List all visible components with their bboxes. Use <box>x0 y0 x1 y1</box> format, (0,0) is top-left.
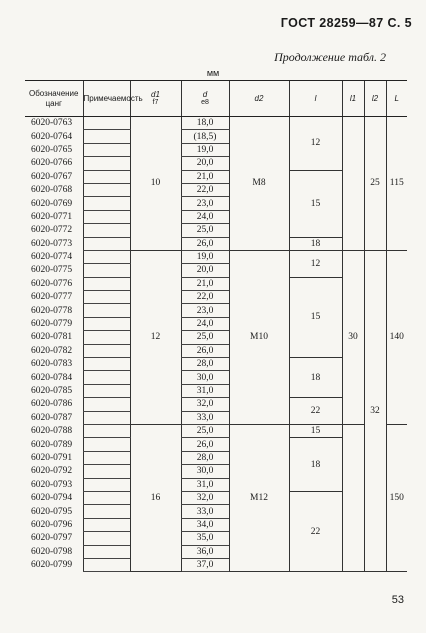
d2-cell: M12 <box>229 424 289 571</box>
L-cell: 140 <box>386 250 407 424</box>
l2-cell: 32 <box>364 250 386 571</box>
d-cell: 18,0 <box>181 117 229 130</box>
l1-cell <box>342 424 364 571</box>
code-cell: 6020-0783 <box>31 359 73 370</box>
d-cell: 21,0 <box>181 170 229 183</box>
d-cell: 37,0 <box>181 558 229 571</box>
code-cell: 6020-0787 <box>31 412 73 423</box>
code-cell: 6020-0788 <box>31 426 73 437</box>
table-row <box>25 424 407 437</box>
d-cell: 25,0 <box>181 224 229 237</box>
note-cell <box>83 438 130 451</box>
col-d: d e8 <box>181 81 229 117</box>
l-cell: 18 <box>289 438 342 492</box>
d-cell: 34,0 <box>181 518 229 531</box>
note-cell <box>83 505 130 518</box>
unit-label: мм <box>206 68 220 78</box>
note-cell <box>83 411 130 424</box>
note-cell <box>83 157 130 170</box>
code-cell: 6020-0781 <box>31 332 73 343</box>
d-cell: 23,0 <box>181 304 229 317</box>
note-cell <box>83 183 130 196</box>
d-cell: 35,0 <box>181 532 229 545</box>
note-cell <box>83 465 130 478</box>
d-cell: 26,0 <box>181 438 229 451</box>
note-cell <box>83 291 130 304</box>
d1-cell: 10 <box>130 117 181 251</box>
code-cell: 6020-0767 <box>31 171 73 182</box>
note-cell <box>83 143 130 156</box>
code-cell: 6020-0782 <box>31 345 73 356</box>
code-cell: 6020-0765 <box>31 144 73 155</box>
code-cell: 6020-0793 <box>31 479 73 490</box>
code-cell: 6020-0789 <box>31 439 73 450</box>
d2-cell: M10 <box>229 250 289 424</box>
d-cell: 21,0 <box>181 277 229 290</box>
l-cell: 15 <box>289 170 342 237</box>
note-cell <box>83 331 130 344</box>
standard-header: ГОСТ 28259—87 С. 5 <box>280 16 412 30</box>
note-cell <box>83 371 130 384</box>
l-cell: 12 <box>289 250 342 277</box>
d1-cell: 16 <box>130 424 181 571</box>
note-cell <box>83 478 130 491</box>
code-cell: 6020-0768 <box>31 185 73 196</box>
l-cell: 15 <box>289 424 342 437</box>
d-cell: 33,0 <box>181 411 229 424</box>
code-cell: 6020-0763 <box>31 118 73 129</box>
l-cell: 22 <box>289 398 342 425</box>
d-cell: 25,0 <box>181 424 229 437</box>
note-cell <box>83 237 130 250</box>
code-cell: 6020-0792 <box>31 466 73 477</box>
code-cell: 6020-0769 <box>31 198 73 209</box>
d-cell: 24,0 <box>181 210 229 223</box>
d-cell: 26,0 <box>181 344 229 357</box>
note-cell <box>83 491 130 504</box>
code-cell: 6020-0772 <box>31 225 73 236</box>
note-cell <box>83 170 130 183</box>
d-cell: 22,0 <box>181 183 229 196</box>
code-cell: 6020-0777 <box>31 292 73 303</box>
d1-cell: 12 <box>130 250 181 424</box>
col-d-tol: e8 <box>201 99 209 107</box>
d-cell: 22,0 <box>181 291 229 304</box>
code-cell: 6020-0775 <box>31 265 73 276</box>
d-cell: 36,0 <box>181 545 229 558</box>
note-cell <box>83 424 130 437</box>
col-code: Обозначение цанг <box>25 81 83 117</box>
table-body <box>25 117 407 572</box>
table-row <box>25 117 407 130</box>
d-cell: 31,0 <box>181 478 229 491</box>
note-cell <box>83 224 130 237</box>
d-cell: 32,0 <box>181 398 229 411</box>
note-cell <box>83 210 130 223</box>
code-cell: 6020-0799 <box>31 560 73 571</box>
d-cell: 31,0 <box>181 384 229 397</box>
col-d2: d2 <box>229 81 289 117</box>
note-cell <box>83 277 130 290</box>
code-cell: 6020-0773 <box>31 238 73 249</box>
l-cell: 12 <box>289 117 342 171</box>
col-note: Примечаемость <box>83 81 130 117</box>
l-cell: 22 <box>289 491 342 571</box>
d-cell: 19,0 <box>181 250 229 263</box>
code-cell: 6020-0794 <box>31 493 73 504</box>
note-cell <box>83 545 130 558</box>
table-row <box>25 250 407 263</box>
note-cell <box>83 197 130 210</box>
code-cell: 6020-0797 <box>31 533 73 544</box>
note-cell <box>83 451 130 464</box>
table-continuation: Продолжение табл. 2 <box>274 50 386 64</box>
code-cell: 6020-0764 <box>31 131 73 142</box>
d-cell: 25,0 <box>181 331 229 344</box>
note-cell <box>83 250 130 263</box>
d-cell: 26,0 <box>181 237 229 250</box>
l1-cell <box>342 117 364 251</box>
code-cell: 6020-0774 <box>31 252 73 263</box>
col-d1: d1 f7 <box>130 81 181 117</box>
note-cell <box>83 264 130 277</box>
code-cell: 6020-0784 <box>31 372 73 383</box>
code-cell: 6020-0766 <box>31 158 73 169</box>
note-cell <box>83 117 130 130</box>
note-cell <box>83 384 130 397</box>
code-cell: 6020-0771 <box>31 211 73 222</box>
L-cell: 150 <box>386 424 407 571</box>
note-cell <box>83 317 130 330</box>
page-number: 53 <box>391 594 404 606</box>
code-cell: 6020-0778 <box>31 305 73 316</box>
l-cell: 18 <box>289 358 342 398</box>
l-cell: 18 <box>289 237 342 250</box>
note-cell <box>83 518 130 531</box>
code-cell: 6020-0776 <box>31 278 73 289</box>
code-cell: 6020-0795 <box>31 506 73 517</box>
L-cell: 115 <box>386 117 407 251</box>
code-cell: 6020-0785 <box>31 386 73 396</box>
note-cell <box>83 130 130 143</box>
l-cell: 15 <box>289 277 342 357</box>
note-cell <box>83 344 130 357</box>
d2-cell: M8 <box>229 117 289 251</box>
d-cell: 23,0 <box>181 197 229 210</box>
table-header-row <box>25 81 407 117</box>
d-cell: 33,0 <box>181 505 229 518</box>
col-l1: l1 <box>342 81 364 117</box>
d-cell: 30,0 <box>181 371 229 384</box>
code-cell: 6020-0796 <box>31 519 73 530</box>
col-d1-tol: f7 <box>152 99 159 107</box>
d-cell: 28,0 <box>181 451 229 464</box>
code-cell: 6020-0779 <box>31 319 73 330</box>
note-cell <box>83 358 130 371</box>
note-cell <box>83 398 130 411</box>
code-cell: 6020-0798 <box>31 546 73 557</box>
d-cell: 20,0 <box>181 157 229 170</box>
code-cell: 6020-0786 <box>31 399 73 410</box>
d-cell: 30,0 <box>181 465 229 478</box>
l1-cell: 30 <box>342 250 364 424</box>
d-cell: 28,0 <box>181 358 229 371</box>
collet-table <box>25 80 407 572</box>
col-l2: l2 <box>364 81 386 117</box>
d-cell: 19,0 <box>181 143 229 156</box>
note-cell <box>83 532 130 545</box>
note-cell <box>83 558 130 571</box>
d-cell: 24,0 <box>181 317 229 330</box>
d-cell: 32,0 <box>181 491 229 504</box>
l2-cell: 25 <box>364 117 386 251</box>
col-L: L <box>386 81 407 117</box>
col-l: l <box>289 81 342 117</box>
code-cell: 6020-0791 <box>31 452 73 463</box>
d-cell: 20,0 <box>181 264 229 277</box>
d-cell: (18,5) <box>181 130 229 143</box>
note-cell <box>83 304 130 317</box>
